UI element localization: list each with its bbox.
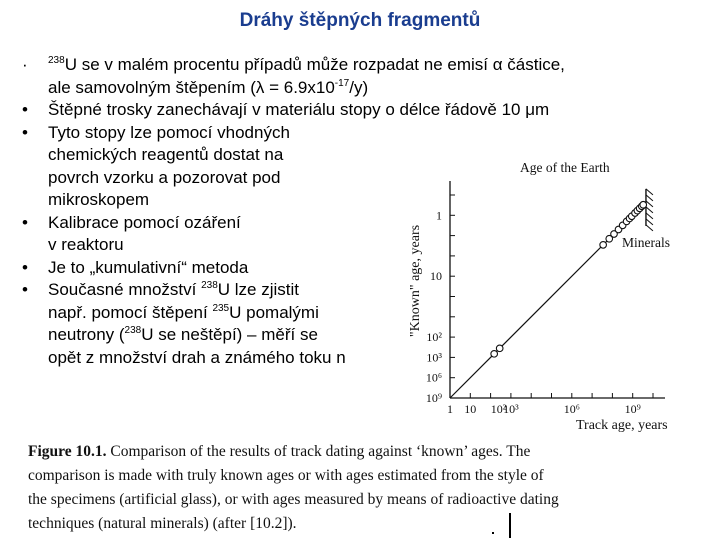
y-tick-label: 10⁹ xyxy=(425,391,442,405)
bullet-marker: • xyxy=(22,122,28,142)
figure-caption xyxy=(28,440,702,536)
boundary-hatch xyxy=(646,219,653,225)
bullet-line: Štěpné trosky zanechávají v materiálu stopy o délce řádově 10 μm xyxy=(48,100,550,119)
scan-speck xyxy=(492,532,494,534)
bullet-line: Kalibrace pomocí ozáření xyxy=(48,212,241,232)
boundary-hatch xyxy=(646,195,653,201)
caption-text: comparison is made with truly known ages or with ages estimated from the style of xyxy=(28,467,544,484)
track-dating-plot xyxy=(396,150,708,440)
bullet-line: mikroskopem xyxy=(48,190,150,209)
bullet-text: např. pomocí štěpení xyxy=(48,302,213,322)
y-tick-label: 10⁶ xyxy=(425,370,442,385)
x-tick-label: 10⁹ xyxy=(624,402,641,416)
bullet-text: U pomalými xyxy=(229,302,319,322)
caption-text: techniques (natural minerals) (after [10.2]). xyxy=(28,515,297,532)
y-tick-label: 10³ xyxy=(426,350,442,365)
bullet-line: chemických reagentů dostat na xyxy=(48,145,284,164)
caption-text: Comparison of the results of track dating against ‘known’ ages. The xyxy=(110,443,531,460)
caption-line xyxy=(28,512,702,536)
bullet-text: U lze zjistit xyxy=(217,280,299,299)
caption-line xyxy=(28,488,702,512)
scan-mark xyxy=(509,513,511,538)
caption-label: Figure 10.1. xyxy=(28,443,107,460)
bullet-line: Je to „kumulativní“ metoda xyxy=(48,257,249,277)
data-point xyxy=(640,201,647,208)
bullet-text: ale samovolným štěpením (λ = 6.9x10 xyxy=(48,77,335,97)
x-tick-label: 1 xyxy=(447,402,453,416)
bullet-line: Tyto stopy lze pomocí vhodných xyxy=(48,122,290,142)
minerals-label: Minerals xyxy=(622,235,670,250)
y-tick-label: 10² xyxy=(426,330,442,345)
boundary-hatch xyxy=(646,189,653,195)
x-tick-label: 10 xyxy=(464,402,477,416)
data-point xyxy=(496,345,503,352)
bullet-line: opět z množství drah a známého toku n xyxy=(48,347,346,367)
data-point xyxy=(491,351,498,358)
bullet-line: povrch vzorku a pozorovat pod xyxy=(48,167,281,187)
caption-line xyxy=(28,464,702,488)
y-tick-label: 10 xyxy=(430,269,442,284)
bullet-marker: · xyxy=(22,55,28,74)
x-tick-label: 10⁶ xyxy=(563,402,580,416)
data-point xyxy=(600,242,607,249)
y-tick-label: 1 xyxy=(436,208,442,223)
bullet-marker: • xyxy=(22,100,28,119)
x-axis-label: Track age, years xyxy=(576,418,668,433)
caption-text: the specimens (artificial glass), or with ages measured by means of radioactive dating xyxy=(28,491,559,508)
bullet-line: v reaktoru xyxy=(48,235,124,254)
bullet-text: Současné množství xyxy=(48,280,202,299)
bullet-item xyxy=(22,99,712,122)
bullet-text: U se v malém procentu případů může rozpadat ne emisí α částice, xyxy=(64,55,565,74)
bullet-text: /y) xyxy=(349,77,369,97)
superscript: 238 xyxy=(48,55,65,66)
caption-line xyxy=(28,440,702,464)
track-dating-figure xyxy=(396,150,708,440)
boundary-hatch xyxy=(646,213,653,219)
bullet-item xyxy=(22,54,712,99)
bullet-marker: • xyxy=(22,257,28,277)
superscript: 238 xyxy=(201,280,218,291)
bullet-line xyxy=(48,54,712,77)
bullet-text: neutrony ( xyxy=(48,325,125,344)
age-of-earth-label: Age of the Earth xyxy=(520,160,610,175)
superscript: 235 xyxy=(212,302,230,314)
boundary-hatch xyxy=(646,207,653,213)
bullet-text: U se neštěpí) – měří se xyxy=(141,325,318,344)
superscript: -17 xyxy=(334,77,350,89)
boundary-hatch xyxy=(646,201,653,207)
y-axis-label: "Known" age, years xyxy=(408,224,423,338)
bullet-marker: • xyxy=(22,212,28,232)
x-tick-label: 10³ xyxy=(503,402,519,416)
boundary-hatch xyxy=(646,225,653,231)
x-tick-label: 10² xyxy=(490,402,507,416)
bullet-marker: • xyxy=(22,280,28,299)
bullet-line xyxy=(48,77,712,100)
superscript: 238 xyxy=(124,325,142,336)
slide-title: Dráhy štěpných fragmentů xyxy=(239,10,481,31)
